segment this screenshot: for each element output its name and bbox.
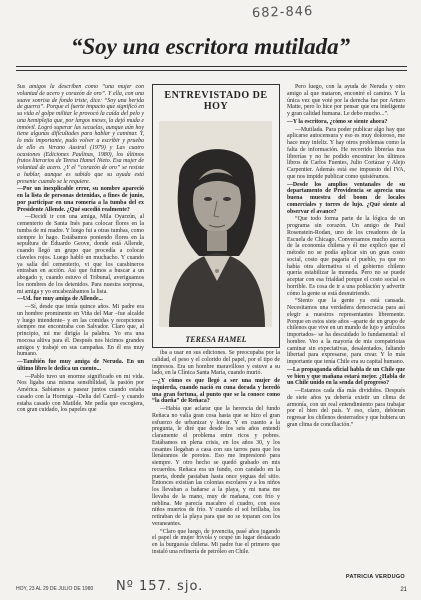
- interview-answer: “Siento que la gente ya está cansada. Necesitamos una verdadera democracia para así elegir a nuestros representantes libremente. Porque en estos siete años –aparte de un grupo de chilenos que vive en un mundo de lujo y artículos importados– se ha descuidado lo fundamental: el hombre. Veo a la mayoría de mis compatriotas caminar sin expectativas, desalentados, faltando libertad para expresarse, para crear. Y lo más importante que tenía Chile era su capital humano.: [287, 298, 405, 365]
- interview-answer: Pero luego, con la ayuda de Neruda y otro amigo al que mataron, encontré el camino. Y la única vez que voté por la derecha fue por Arturo Matte, pero lo hice por pensar que era inteligente y gran calidad humana. Le debo mucho...”.: [287, 84, 405, 117]
- portrait-illustration: [159, 121, 272, 327]
- interview-answer: “Claro que luego, de jovencita, pasé años jugando el papel de mujer frívola y ocupé un lugar destacado en la burguesía chilena. Mi padre fue el primero que instaló una refinería de petróleo en Chile.: [152, 528, 280, 555]
- lead-paragraph: Sus amigos la describen como “una mujer con voluntad de acero y corazón de oro”. Y ella, con una suave sonrisa de fondo triste, dice: “Soy una herida de guerra”. Porque el fuerte impacto que significó en su vida el golpe militar le provocó la caída del pelo y una hemiplejia que, por largos meses, la dejó muda e inmóvil. Logró superar las secuelas, aunque aún hoy tiene algunas dificultades para hablar y caminar. Y, lo más importante, pudo volver a escribir y prueba de ello es Verano Austral (1979) y Las cuatro ocasiones (Ediciones Paulinas, 1980), los últimos frutos literarios de Teresa Hamel Nieto. Esa mujer de voluntad de acero. ¿Y el “corazón de oro” se resiste a hablar, aunque es sabido que su ayuda está presente cuando se le requiere.: [17, 84, 144, 185]
- interview-answer: —Pablo tuvo un enorme significado en mi vida. Nos ligaba una misma sensibilidad, la pasión por América. Sabíamos a pasear juntos cuando estaba casado con la Hormiga –Delia del Carril– y cuando estaba casado con Matilde. Me pedía que escogiera, con gran cuidado, los papeles que: [17, 373, 144, 414]
- column-3-body: [287, 84, 405, 429]
- author-signature: PATRICIA VERDUGO: [345, 574, 405, 580]
- column-3: [287, 84, 405, 430]
- column-2: [152, 350, 280, 557]
- interview-question: —Y la escritora, ¿cómo se siente ahora?: [287, 118, 388, 125]
- box-title: ENTREVISTADO DE HOY: [164, 90, 268, 112]
- interview-question: —También fue muy amiga de Neruda. En un último libro le dedica un cuento...: [17, 359, 144, 372]
- archive-mark: 682-846: [251, 3, 314, 22]
- column-1: [17, 84, 144, 415]
- page-number: 21: [400, 587, 407, 593]
- photo-caption: TERESA HAMEL: [185, 335, 247, 344]
- interview-answer: iba a usar en sus ediciones. Se preocupaba por la calidad, el peso y el colorido del papel, por el tipo de impresos. Era un hombre maravilloso y estuve a su lado, en la Clínica Santa María, cuando murió.: [152, 350, 280, 377]
- column-2-body: [152, 350, 280, 556]
- archive-stamp: Nº 157. sjo.: [116, 579, 204, 594]
- headline-rule-bottom: [16, 70, 407, 71]
- publication-footer: HOY, 23 AL 29 DE JULIO DE 1980: [16, 586, 94, 592]
- portrait-photo: [159, 121, 272, 327]
- interview-answer: —Sí, desde que tenía quince años. Mi padre era un hombre prominente en Viña del Mar –fue alcalde y luego intendente– y en las comidas y recepciones siempre me encontraba con Salvador. Claro que, al principio, mi me dirigía la palabra. Yo era una mocosa altiva para él. Después nos hicimos grandes amigos y trabajé en sus campañas. En él era muy humano.: [17, 304, 144, 358]
- interview-answer: “Que todo forma parte de la lógica de un programa sin corazón. Un amigo de Paul Rosenstein-Rodan, uno de los creadores de la Escuela de Chicago. Conversamos mucho acerca de la economía chilena y él me explicó que el método no se podía aplicar sin un gran costo social, costo que pagaría el pueblo, ya que no había otra alternativa si el gobierno chileno quería estabilizar la moneda. Pero no se puede aceptar con esa frialdad porque el costo social es horrible. Es cosa de ir a una población y advertir cómo la gente se está desnutriendo.: [287, 216, 405, 297]
- interview-question: —Ud. fue muy amiga de Allende...: [17, 296, 103, 303]
- interview-answer: —Había que aclarar que la herencia del fundo Reñaca no valía gran cosa hasta que se hizo el gran esfuerzo de urbanizar y lotear. Y en cuanto a la pregunta, le diré que desde los seis años entendí claramente el problema entre ricos y pobres. Estábamos en plena crisis, en los años 30, y los cesantes llegaban a casa con sus tarros para que los llenáramos de porotos. Eso me impresionó para siempre. Y otro hecho se quedó grabado en mis recuerdos. Reñaca era un fundo, con candado en la puerta, donde pastaban hasta once yeguas del sitio. Entonces existían las colonias escolares y a los niños los llevaban a bañarse a la playa, y mi nana me llevaba de la mano, muy de mañana, con frío y neblina. Me parecía macabro el cuadro, con esos niños muertos de frío. Y cuando el sol brillaba, los retiraban de la playa para que no se toparan con los veraneantes.: [152, 406, 280, 527]
- interview-answer: —Decidí ir con una amiga, Mila Oyarzún, al cementerio de Santa Inés para colocar flores en la tumba de mi madre. Y luego fui a otras tumbas, como siempre lo hago. Estábamos poniendo flores en la sepultura de Eduardo Geove, donde está Allende, cuando llegó un grupo que procedía a colocar claveles rojos. Luego habló un muchacho. Y cuando ya salía del cementerio, vi que los carabineros entraban en acción. Así que fuimos a buscar a un abogado y, cuando estuvo el Tribunal, averiguamos los nombres de los detenidos. Para nuestra sorpresa, mi amiga y yo encabezábamos la lista.: [17, 214, 144, 295]
- interview-box: [152, 84, 280, 348]
- interview-question: —Por un inexplicable error, su nombre apareció en la lista de personas detenidas, a fines de junio, por participar en una romería a la tumba del ex Presidente Allende. ¿Qué sucedió realmente?: [17, 186, 144, 213]
- headline-rule-top: [16, 66, 407, 67]
- interview-question: —¿Y cómo es que llegó a ser una mujer de izquierda, cuando nació en cuna dorada y heredó una gran fortuna, al punto que se la conoce como “la dueña” de Reñaca?: [152, 378, 280, 405]
- headline: “Soy una escritora mutilada”: [70, 34, 351, 59]
- interview-answer: —Mutilada. Para poder publicar algo hay que aplicarse autocensura y eso es muy doloroso, me hace muy infeliz. Y hay otros problemas como la falta de información. He recorrido librerías tras librerías y no he podido encontrar los últimos libros de Carlos Fuentes, Julio Cortázar y Alejo Carpentier. Además está ese impuesto del IVA, que nos impide publicar como quisiéramos.: [287, 126, 405, 180]
- interview-answer: —Estamos cada día más divididos. Después de siete años ya debería existir un clima de armonía, con un real entendimiento para trabajar por el bien del país. Y eso, claro, debieran regresar los chilenos desterrados y que hubiera un gran clima de conciliación.”: [287, 388, 405, 428]
- interview-question: —La propaganda oficial habla de un Chile que ve bien y que mañana estará mejor. ¿Habla de un Chile unido en la senda del progreso?: [287, 366, 405, 387]
- column-1-body: [17, 186, 144, 414]
- interview-question: —Desde los amplios ventanales de su departamento de Providencia se aprecia una buena muestra del boom de locales comerciales y torres de lujo. ¿Qué siente al observar el avance?: [287, 181, 405, 215]
